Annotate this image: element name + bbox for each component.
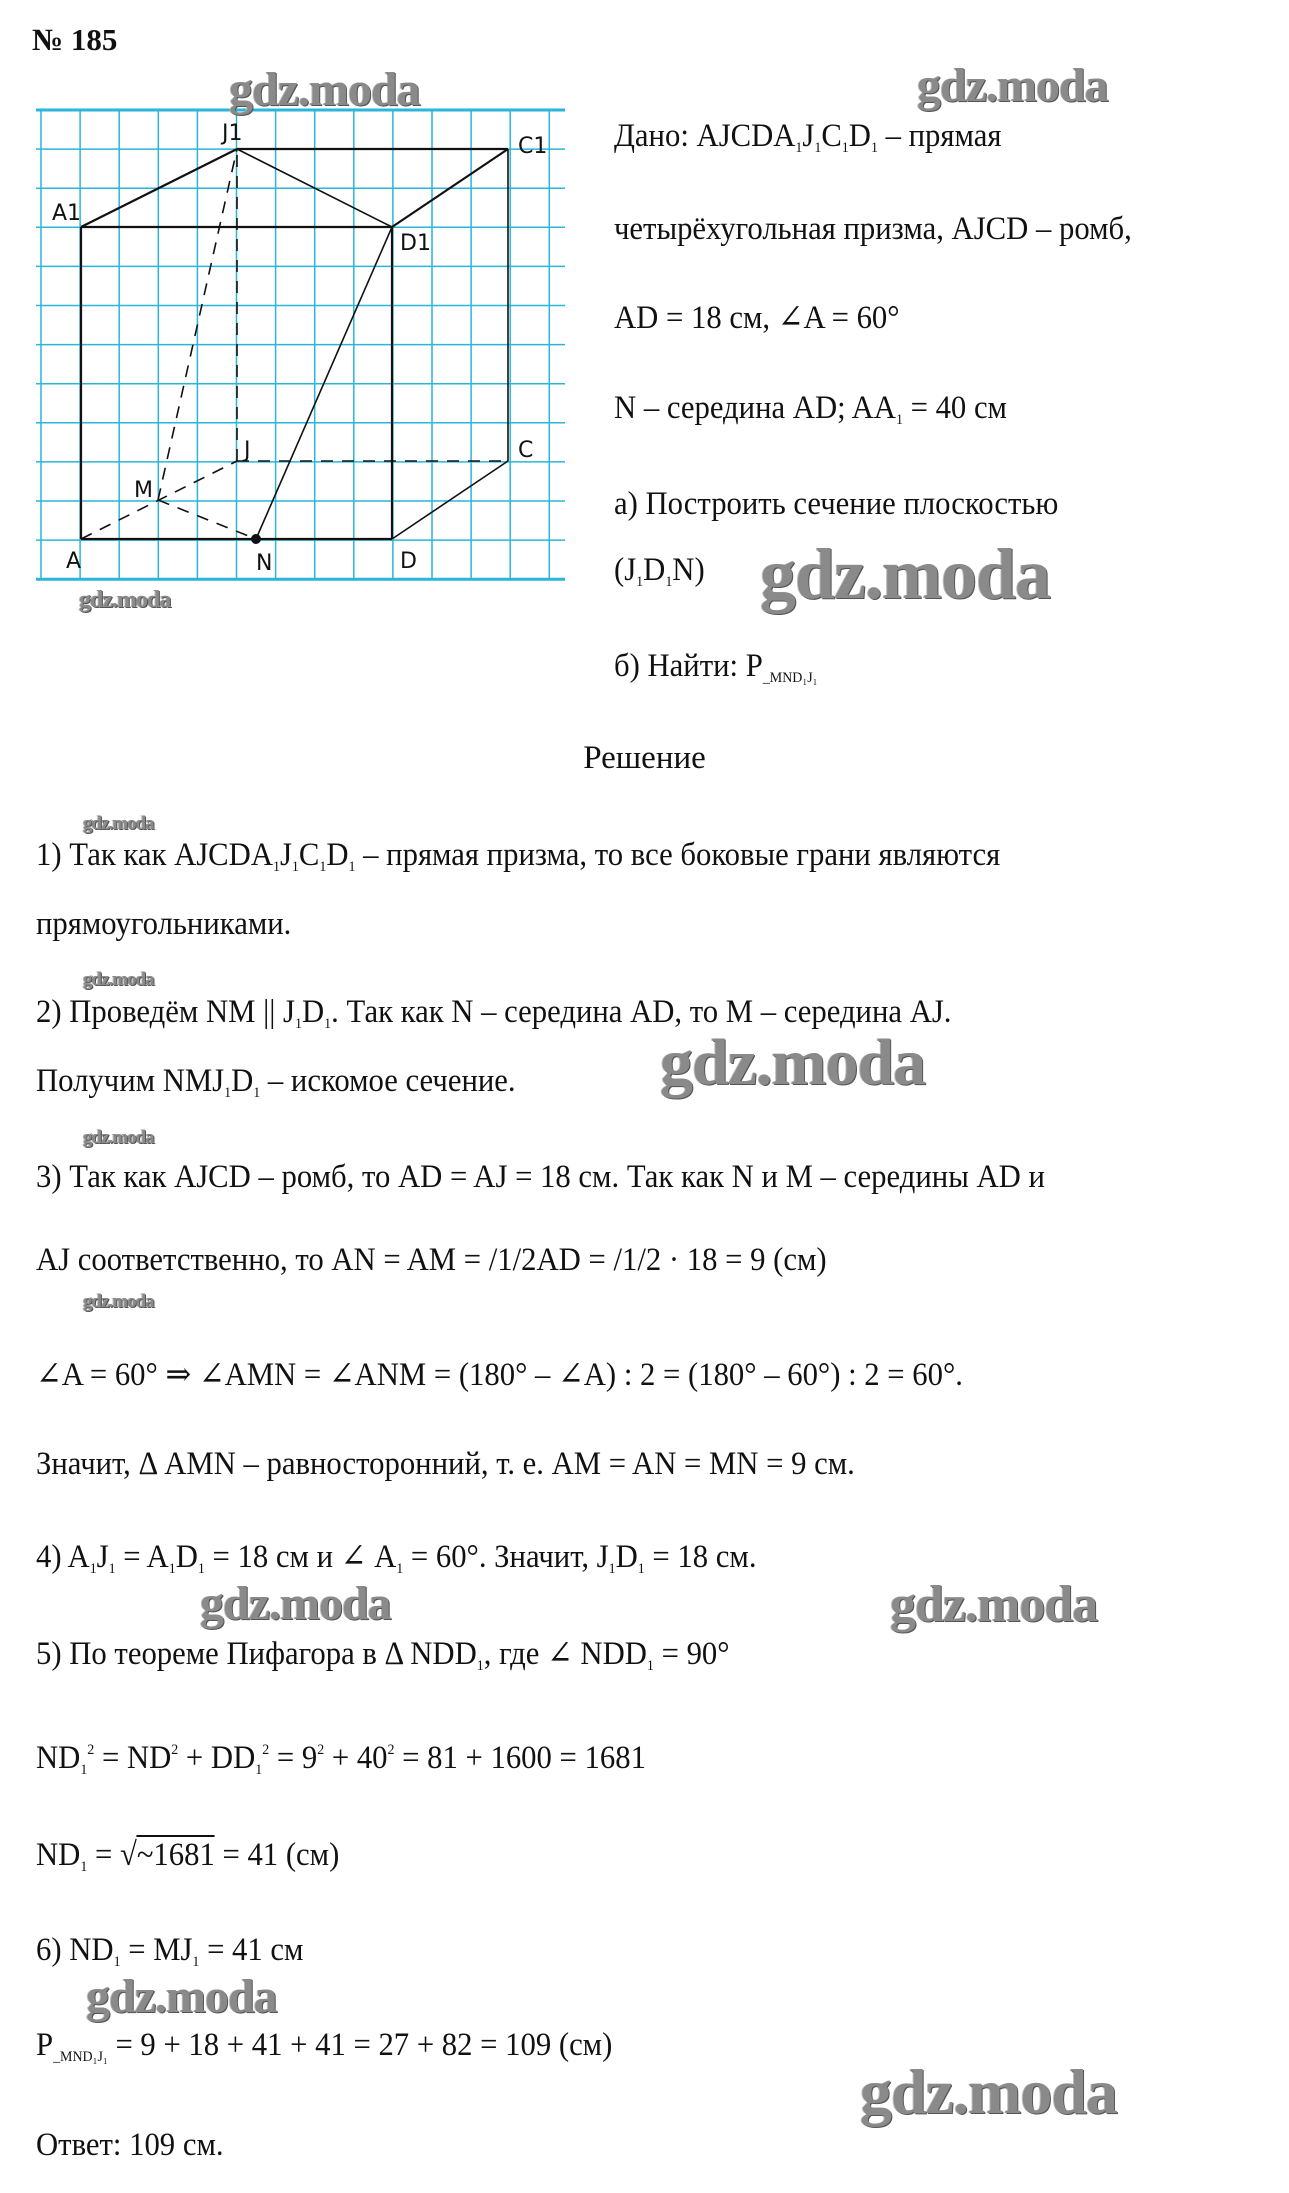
solution-line: [36, 904, 291, 944]
text-segment: 1: [255, 1762, 263, 1778]
watermark-text: gdz.moda: [83, 969, 154, 990]
text-segment: Получим NMJ: [36, 1063, 225, 1099]
text-segment: 1: [80, 1859, 88, 1875]
solution-line: [36, 1537, 756, 1589]
edge-m-n: [158, 500, 256, 539]
given-line: [614, 116, 1001, 168]
text-segment: = MJ: [120, 1932, 193, 1968]
label-m: M: [134, 478, 153, 503]
label-c: C: [518, 438, 534, 463]
text-segment: = 90°: [653, 1636, 730, 1672]
label-j1: J1: [222, 121, 243, 146]
watermark-text: gdz.moda: [83, 813, 154, 834]
text-segment: Значит, Δ AMN – равносторонний, т. е. AM = AN = MN = 9 см.: [36, 1446, 855, 1482]
given-line: [614, 388, 1007, 440]
text-segment: 4) A: [36, 1539, 90, 1575]
text-segment: 1: [192, 1954, 200, 1970]
text-segment: – прямая: [877, 118, 1002, 154]
text-segment: 1: [291, 859, 299, 875]
watermark-text: gdz.moda: [229, 63, 420, 116]
text-segment: 2: [87, 1742, 95, 1758]
given-line: [614, 646, 818, 698]
watermark-text: gdz.moda: [83, 1127, 154, 1148]
text-segment: – прямая призма, то все боковые грани являются: [355, 837, 1001, 873]
text-segment: = 9 + 18 + 41 + 41 = 27 + 82 = 109 (см): [107, 2027, 613, 2063]
solution-heading: Решение: [583, 740, 706, 776]
text-segment: 1: [80, 1762, 88, 1778]
problem-number: № 185: [32, 22, 118, 57]
given-line: [614, 550, 705, 602]
watermark-text: gdz.moda: [79, 587, 171, 613]
watermark-text: gdz.moda: [917, 59, 1108, 112]
text-segment: · 18 = 9 (см): [661, 1242, 827, 1278]
text-segment: Дано: AJCDA: [614, 118, 796, 154]
text-segment: 1: [89, 1561, 97, 1577]
edge-c-d: [392, 461, 508, 539]
text-segment: 5) По теореме Пифагора в Δ NDD: [36, 1636, 477, 1672]
solution-line: [36, 1730, 646, 1790]
point-n: [251, 534, 261, 544]
text-segment: 2: [171, 1742, 179, 1758]
fraction: /1/2: [613, 1242, 662, 1278]
text-segment: D: [643, 552, 666, 588]
text-segment: ND: [36, 1740, 81, 1776]
text-segment: 1: [814, 140, 822, 156]
label-j: J: [244, 438, 251, 463]
given-line: [614, 209, 1132, 249]
text-segment: C: [821, 118, 842, 154]
text-segment: 1: [795, 140, 803, 156]
text-segment: = ND: [94, 1740, 172, 1776]
solution-line: [36, 1835, 339, 1887]
label-d: D: [400, 549, 417, 574]
text-segment: D: [301, 994, 325, 1030]
label-n: N: [256, 551, 273, 576]
text-segment: 1: [348, 859, 356, 875]
solution-line: [36, 1444, 855, 1484]
text-segment: _MND₁J₁: [53, 2049, 108, 2065]
text-segment: 1: [396, 1561, 404, 1577]
text-segment: AJ соответственно, то AN = AM =: [36, 1242, 489, 1278]
watermark-text: gdz.moda: [83, 1291, 154, 1312]
text-segment: 2: [262, 1742, 270, 1758]
text-segment: N – середина AD; AA: [614, 390, 896, 426]
text-segment: 2: [317, 1742, 325, 1758]
text-segment: 1: [224, 1085, 232, 1101]
fraction: /1/2: [488, 1242, 537, 1278]
text-segment: 1: [895, 412, 903, 428]
text-segment: 1: [636, 574, 644, 590]
text-segment: AD =: [536, 1242, 614, 1278]
text-segment: 3) Так как AJCD – ромб, то AD = AJ = 18 см. Так как N и M – середины AD и: [36, 1159, 1045, 1195]
text-segment: ND: [36, 1837, 81, 1873]
text-segment: 1: [272, 859, 280, 875]
text-segment: = A: [115, 1539, 169, 1575]
text-segment: J: [96, 1539, 109, 1575]
text-segment: = 41 (см): [214, 1837, 340, 1873]
label-c1: C1: [518, 134, 548, 159]
label-d1: D1: [400, 231, 431, 256]
text-segment: P: [36, 2027, 54, 2063]
watermark-text: gdz.moda: [760, 534, 1051, 614]
text-segment: = 41 см: [199, 1932, 304, 1968]
text-segment: = 81 + 1600 = 1681: [394, 1740, 646, 1776]
text-segment: , где ∠ NDD: [483, 1636, 647, 1672]
text-segment: = 60°. Значит, J: [403, 1539, 609, 1575]
text-segment: . Так как N – середина AD, то M – середина AJ.: [331, 994, 952, 1030]
text-segment: 1: [841, 140, 849, 156]
text-segment: 1: [113, 1954, 121, 1970]
text-segment: = 18 см.: [644, 1539, 757, 1575]
text-segment: 1: [608, 1561, 616, 1577]
text-segment: 1: [197, 1561, 205, 1577]
text-segment: 1: [253, 1085, 261, 1101]
text-segment: – искомое сечение.: [260, 1063, 516, 1099]
given-line: [614, 298, 900, 338]
text-segment: 1: [870, 140, 878, 156]
watermark-text: gdz.moda: [200, 1577, 391, 1630]
text-segment: 1: [324, 1016, 332, 1032]
solution-line: [36, 2025, 612, 2077]
text-segment: 1: [168, 1561, 176, 1577]
text-segment: 1: [294, 1016, 302, 1032]
text-segment: 1: [637, 1561, 645, 1577]
text-segment: ~1681: [136, 1837, 215, 1873]
text-segment: а) Построить сечение плоскостью: [614, 486, 1059, 522]
text-segment: = √: [87, 1837, 137, 1873]
watermark-text: gdz.moda: [660, 1026, 926, 1099]
text-segment: 2) Проведём NM || J: [36, 994, 295, 1030]
text-segment: D: [848, 118, 871, 154]
solution-line: [36, 1355, 963, 1395]
watermark-text: gdz.moda: [860, 2056, 1117, 2127]
text-segment: б) Найти: P: [614, 648, 763, 684]
text-segment: J: [279, 837, 292, 873]
text-segment: D: [326, 837, 349, 873]
text-segment: 1) Так как AJCDA: [36, 837, 273, 873]
text-segment: ∠A = 60° ⇒ ∠AMN = ∠ANM = (180° – ∠A) : 2 = (180° – 60°) : 2 = 60°.: [36, 1357, 963, 1393]
text-segment: четырёхугольная призма, AJCD – ромб,: [614, 211, 1132, 247]
text-segment: + DD: [178, 1740, 256, 1776]
given-line: [614, 484, 1058, 524]
text-segment: 1: [646, 1658, 654, 1674]
text-segment: (J: [614, 552, 637, 588]
text-segment: прямоугольниками.: [36, 906, 292, 942]
text-segment: D: [615, 1539, 638, 1575]
text-segment: = 18 см и ∠ A: [204, 1539, 397, 1575]
text-segment: D: [231, 1063, 254, 1099]
solution-line: [36, 2125, 224, 2165]
text-segment: Ответ: 109 см.: [36, 2127, 224, 2163]
text-segment: 1: [476, 1658, 484, 1674]
label-a: A: [66, 549, 82, 574]
text-segment: 1: [319, 859, 327, 875]
text-segment: = 9: [269, 1740, 318, 1776]
watermark-text: gdz.moda: [86, 1970, 277, 2023]
label-a1: A1: [52, 201, 82, 226]
text-segment: J: [802, 118, 815, 154]
solution-line: [36, 1157, 1045, 1197]
text-segment: = 40 см: [902, 390, 1007, 426]
text-segment: N): [672, 552, 705, 588]
text-segment: _MND₁J₁: [762, 670, 818, 686]
solution-line: [36, 835, 1000, 887]
text-segment: C: [298, 837, 320, 873]
watermark-text: gdz.moda: [890, 1576, 1098, 1633]
solution-line: [36, 1061, 516, 1113]
text-segment: + 40: [324, 1740, 388, 1776]
text-segment: 1: [665, 574, 673, 590]
text-segment: D: [175, 1539, 198, 1575]
text-segment: AD = 18 см, ∠A = 60°: [614, 300, 900, 336]
solution-line: [36, 1634, 730, 1686]
solution-line: [36, 1240, 827, 1280]
text-segment: 2: [387, 1742, 395, 1758]
text-segment: 1: [108, 1561, 116, 1577]
text-segment: 6) ND: [36, 1932, 114, 1968]
